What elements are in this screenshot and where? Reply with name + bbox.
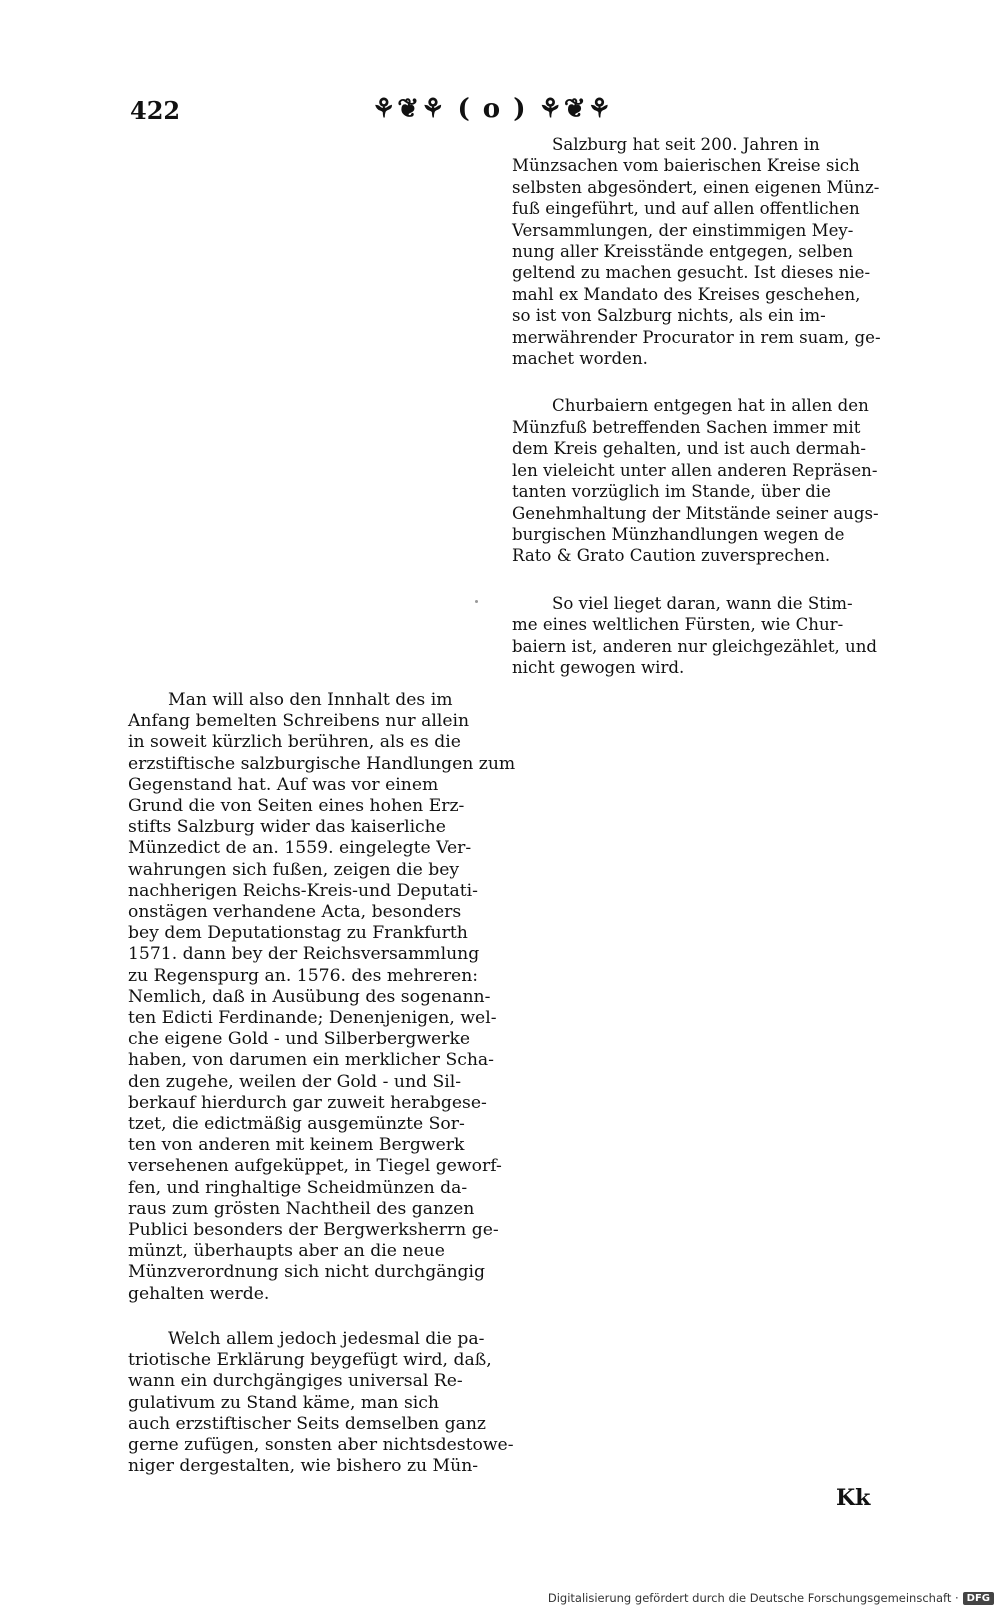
text-line: fuß eingeführt, und auf allen offentlichen — [512, 199, 860, 219]
text-line: Versammlungen, der einstimmigen Mey- — [512, 220, 854, 240]
text-line: nung aller Kreisstände entgegen, selben — [512, 242, 854, 262]
footer — [548, 1591, 994, 1605]
text-line: wann ein durchgängiges universal Re- — [128, 1371, 463, 1392]
page-number: 422 — [130, 96, 181, 125]
footer-credit: Digitalisierung gefördert durch die Deutsche Forschungsgemeinschaft · — [547, 1591, 959, 1605]
text-line: Nemlich, daß in Ausübung des sogenann- — [128, 986, 491, 1007]
text-line: niger dergestalten, wie bishero zu Mün- — [128, 1456, 479, 1477]
dfg-logo-icon: DFG — [963, 1592, 994, 1605]
text-line: haben, von darumen ein merklicher Scha- — [128, 1050, 494, 1071]
text-line: in soweit kürzlich berühren, als es die — [128, 732, 461, 753]
text-line: raus zum grösten Nachtheil des ganzen — [128, 1198, 475, 1219]
left-column — [128, 690, 516, 1501]
text-line: gulativum zu Stand käme, man sich — [128, 1392, 439, 1413]
text-line: tzet, die edictmäßig ausgemünzte Sor- — [128, 1114, 465, 1135]
text-line: Münzverordnung sich nicht durchgängig — [128, 1262, 486, 1283]
text-line: len vieleicht unter allen anderen Repräsen- — [512, 460, 878, 480]
text-line: nachherigen Reichs-Kreis-und Deputati- — [128, 880, 478, 901]
text-line: Münzedict de an. 1559. eingelegte Ver- — [128, 838, 472, 859]
text-line: Anfang bemelten Schreibens nur allein — [128, 711, 470, 732]
text-line: triotische Erklärung beygefügt wird, daß, — [128, 1350, 492, 1371]
text-line: 1571. dann bey der Reichsversammlung — [128, 944, 480, 965]
text-line: wahrungen sich fußen, zeigen die bey — [128, 859, 460, 880]
text-line: berkauf hierdurch gar zuweit herabgese- — [128, 1092, 487, 1113]
text-line: Churbaiern entgegen hat in allen den — [552, 396, 869, 416]
text-line: burgischen Münzhandlungen wegen de — [512, 524, 845, 544]
text-line: Rato & Grato Caution zuversprechen. — [512, 546, 831, 566]
ink-speck — [475, 600, 478, 603]
text-line: zu Regenspurg an. 1576. des mehreren: — [128, 965, 479, 986]
text-line: stifts Salzburg wider das kaiserliche — [128, 817, 446, 838]
right-column-paragraph — [512, 134, 881, 369]
text-line: So viel lieget daran, wann die Stim- — [552, 593, 853, 613]
catchword: Kk — [836, 1485, 871, 1511]
right-column-paragraph — [512, 593, 878, 679]
left-column-paragraph — [128, 1328, 514, 1477]
text-line: nicht gewogen wird. — [512, 657, 685, 677]
text-line: merwährender Procurator in rem suam, ge- — [512, 327, 881, 347]
header-ornament: ⚘❦⚘ ( o ) ⚘❦⚘ — [372, 94, 613, 124]
left-column-paragraph — [128, 690, 516, 1305]
text-line: Publici besonders der Bergwerksherrn ge- — [128, 1220, 499, 1241]
right-column — [512, 134, 881, 704]
text-line: so ist von Salzburg nichts, als ein im- — [512, 306, 826, 326]
text-line: bey dem Deputationstag zu Frankfurth — [128, 923, 468, 944]
text-line: münzt, überhaupts aber an die neue — [128, 1241, 445, 1262]
text-line: Grund die von Seiten eines hohen Erz- — [128, 796, 465, 817]
text-line: onstägen verhandene Acta, besonders — [128, 902, 462, 923]
text-line: machet worden. — [512, 349, 648, 369]
text-line: Münzfuß betreffenden Sachen immer mit — [512, 417, 861, 437]
text-line: che eigene Gold - und Silberbergwerke — [128, 1029, 471, 1050]
text-line: Gegenstand hat. Auf was vor einem — [128, 774, 439, 795]
text-line: baiern ist, anderen nur gleichgezählet, und — [512, 636, 878, 656]
text-line: den zugehe, weilen der Gold - und Sil- — [128, 1071, 462, 1092]
text-line: tanten vorzüglich im Stande, über die — [512, 482, 831, 502]
text-line: Genehmhaltung der Mitstände seiner augs- — [512, 503, 879, 523]
text-line: auch erzstiftischer Seits demselben ganz — [128, 1413, 486, 1434]
text-line: ten Edicti Ferdinande; Denenjenigen, wel- — [128, 1008, 497, 1029]
text-line: mahl ex Mandato des Kreises geschehen, — [512, 284, 861, 304]
text-line: Münzsachen vom baierischen Kreise sich — [512, 156, 860, 176]
text-line: fen, und ringhaltige Scheidmünzen da- — [128, 1177, 468, 1198]
text-line: ten von anderen mit keinem Bergwerk — [128, 1135, 465, 1156]
text-line: Welch allem jedoch jedesmal die pa- — [168, 1328, 485, 1349]
text-line: gehalten werde. — [128, 1283, 270, 1304]
text-line: geltend zu machen gesucht. Ist dieses nie- — [512, 263, 871, 283]
text-line: versehenen aufgeküppet, in Tiegel geworf- — [128, 1156, 502, 1177]
text-line: gerne zufügen, sonsten aber nichtsdestowe- — [128, 1434, 514, 1455]
text-line: selbsten abgesöndert, einen eigenen Münz- — [512, 177, 880, 197]
text-line: Man will also den Innhalt des im — [168, 690, 453, 710]
text-line: Salzburg hat seit 200. Jahren in — [552, 135, 820, 154]
text-line: me eines weltlichen Fürsten, wie Chur- — [512, 615, 844, 635]
text-line: erzstiftische salzburgische Handlungen zum — [128, 753, 516, 774]
text-line: dem Kreis gehalten, und ist auch dermah- — [512, 439, 866, 459]
right-column-paragraph — [512, 395, 879, 566]
